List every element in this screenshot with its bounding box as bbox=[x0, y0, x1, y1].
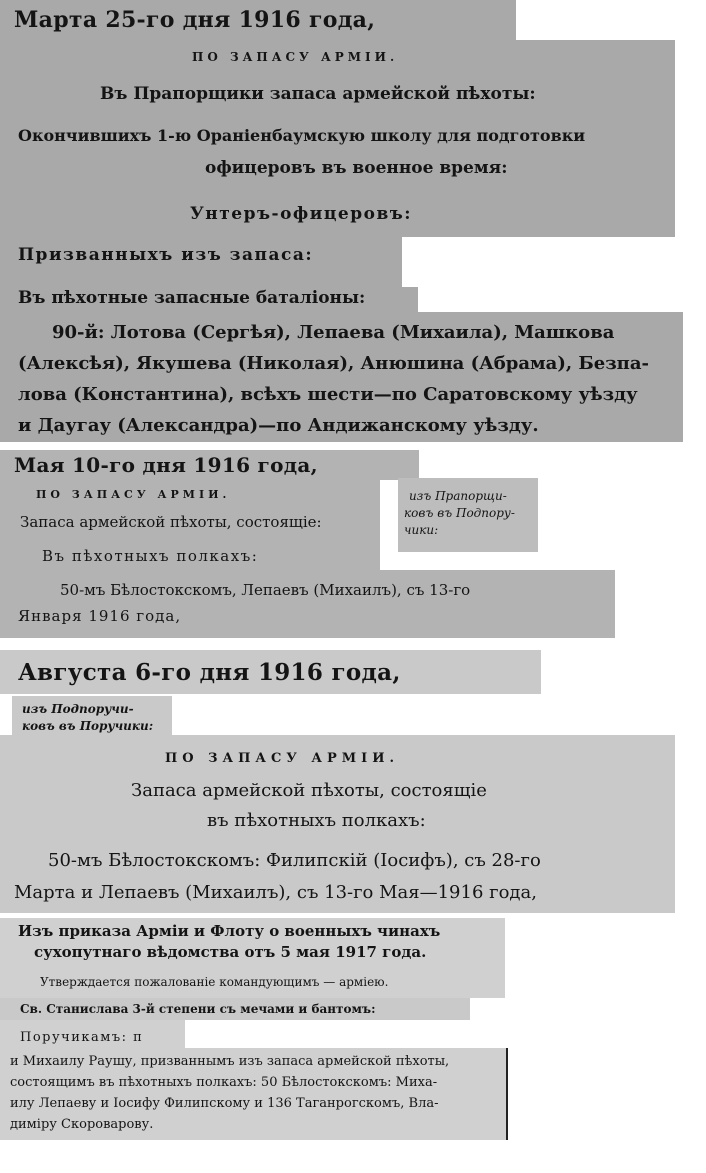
clip-4-line-5: Поручикамъ: п bbox=[20, 1030, 144, 1045]
clip-1-date-title: Марта 25-го дня 1916 года, bbox=[14, 7, 376, 33]
clip-4-line-1: Изъ приказа Арміи и Флоту о военныхъ чинахъ bbox=[18, 922, 441, 940]
clip-1-header: ПО ЗАПАСУ АРМІИ. bbox=[192, 50, 399, 64]
clip-3-line-2: въ пѣхотныхъ полкахъ: bbox=[207, 810, 426, 831]
clip-1-line-5: Призванныхъ изъ запаса: bbox=[18, 245, 314, 265]
clip-1-line-10: и Даугау (Александра)—по Андижанскому уѣзду. bbox=[18, 415, 539, 436]
clip-4-line-6: и Михаилу Раушу, призваннымъ изъ запаса армейской пѣхоты, bbox=[10, 1054, 450, 1069]
clip-2-line-4: Января 1916 года, bbox=[18, 607, 182, 625]
clip-3-line-4: Марта и Лепаевъ (Михаилъ), съ 13-го Мая—1916 года, bbox=[14, 882, 537, 903]
clip-2-line-2: Въ пѣхотныхъ полкахъ: bbox=[42, 547, 259, 565]
clip-2-header: ПО ЗАПАСУ АРМІИ. bbox=[36, 488, 231, 501]
clip-4-line-3: Утверждается пожалованіе командующимъ — арміею. bbox=[40, 975, 389, 989]
clip-2-margin-note-1: изъ Прапорщи- bbox=[409, 489, 507, 503]
clip-2-line-1: Запаса армейской пѣхоты, состоящіе: bbox=[20, 513, 322, 531]
clip-1-line-4: Унтеръ-офицеровъ: bbox=[190, 204, 413, 224]
clip-3-header: ПО ЗАПАСУ АРМІИ. bbox=[165, 751, 400, 766]
clip-3-line-1: Запаса армейской пѣхоты, состоящіе bbox=[131, 780, 487, 801]
clip-2-margin-note-3: чики: bbox=[404, 523, 439, 537]
clip-1-line-9: лова (Константина), всѣхъ шести—по Саратовскому уѣзду bbox=[18, 384, 638, 405]
clip-4-line-9: диміру Скороварову. bbox=[10, 1117, 154, 1132]
clip-1-line-8: (Алексѣя), Якушева (Николая), Анюшина (Абрама), Безпа- bbox=[18, 353, 649, 374]
clip-2-line-3: 50-мъ Бѣлостокскомъ, Лепаевъ (Михаилъ), съ 13-го bbox=[60, 581, 471, 599]
clip-4-line-2: сухопутнаго вѣдомства отъ 5 мая 1917 года. bbox=[34, 943, 427, 961]
clip-1-line-6: Въ пѣхотные запасные баталіоны: bbox=[18, 288, 366, 308]
clip-1-line-1: Въ Прапорщики запаса армейской пѣхоты: bbox=[100, 84, 536, 104]
clip-3-date-title: Августа 6-го дня 1916 года, bbox=[18, 659, 401, 686]
clip-3-margin-note-1: изъ Подпоручи- bbox=[22, 702, 134, 716]
clip-2-date-title: Мая 10-го дня 1916 года, bbox=[14, 453, 318, 477]
clip-2-margin-note-2: ковъ въ Подпору- bbox=[404, 506, 515, 520]
clip-3-line-3: 50-мъ Бѣлостокскомъ: Филипскій (Іосифъ), съ 28-го bbox=[48, 850, 541, 871]
clip-4-border-right bbox=[506, 1048, 508, 1140]
clip-4-line-8: илу Лепаеву и Іосифу Филипскому и 136 Таганрогскомъ, Вла- bbox=[10, 1096, 439, 1111]
clip-4-line-4: Св. Станислава 3-й степени съ мечами и бантомъ: bbox=[20, 1002, 376, 1016]
clip-1-line-2: Окончившихъ 1-ю Ораніенбаумскую школу для подготовки bbox=[18, 126, 586, 145]
clip-1-line-7: 90-й: Лотова (Сергѣя), Лепаева (Михаила), Машкова bbox=[52, 322, 615, 343]
clip-3-margin-note-2: ковъ въ Поручики: bbox=[22, 719, 154, 733]
clip-1-line-3: офицеровъ въ военное время: bbox=[205, 158, 508, 178]
clip-4-line-7: состоящимъ въ пѣхотныхъ полкахъ: 50 Бѣлостокскомъ: Миха- bbox=[10, 1075, 438, 1090]
